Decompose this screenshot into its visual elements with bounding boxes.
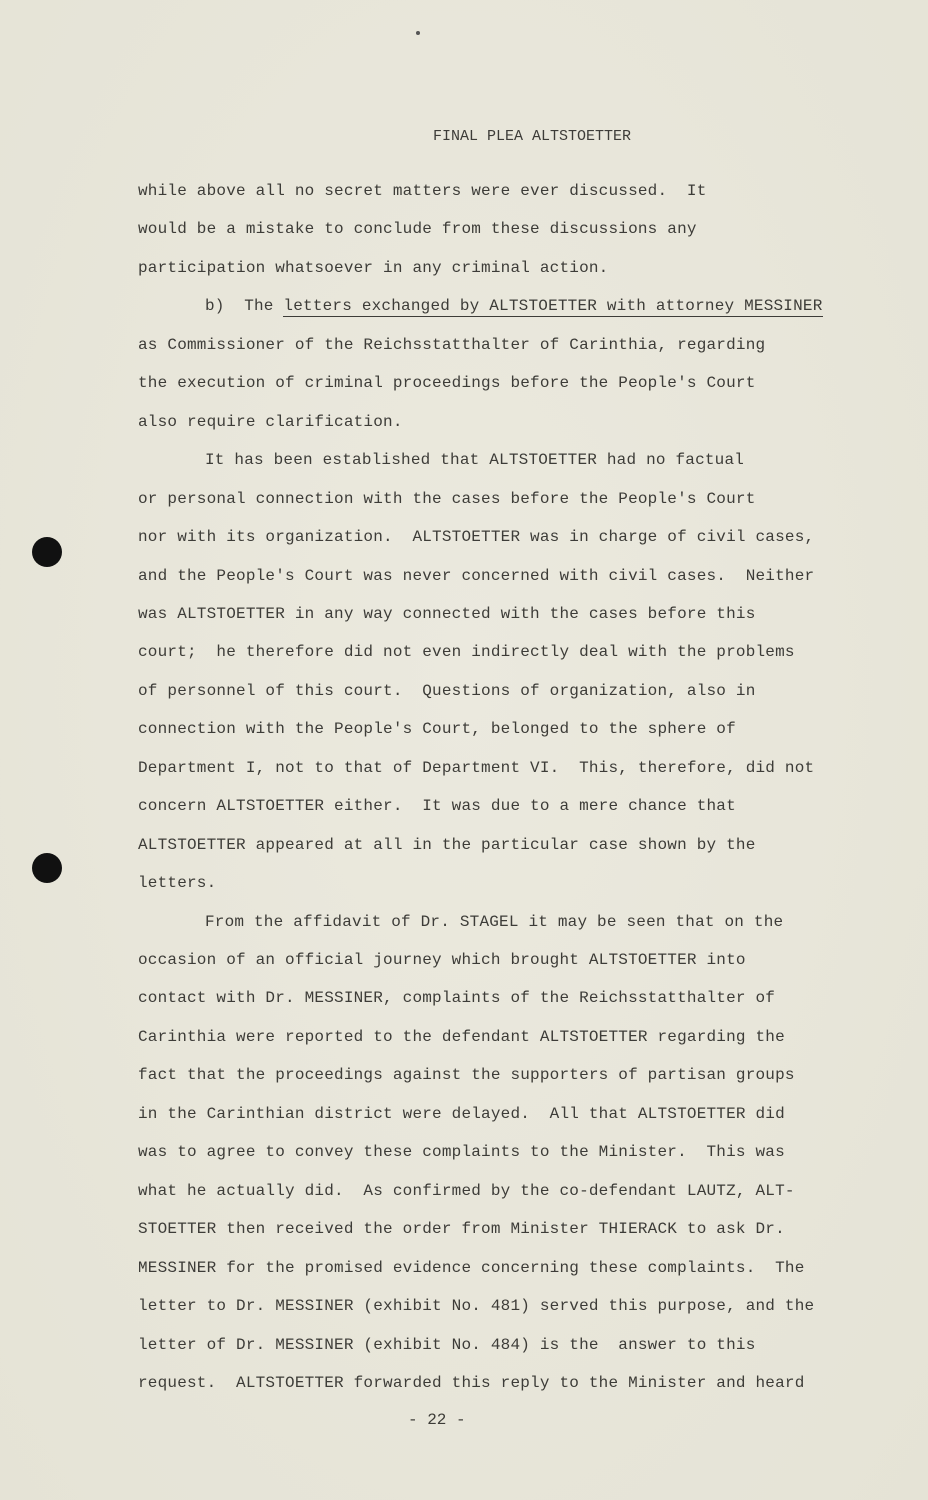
text-line: participation whatsoever in any criminal action. (138, 258, 609, 277)
paragraph-marker: b) The (205, 297, 284, 316)
text-line: It has been established that ALTSTOETTER had no factual (205, 451, 745, 470)
text-line: letter of Dr. MESSINER (exhibit No. 484) is the answer to this (138, 1335, 756, 1354)
text-line (205, 296, 823, 316)
text-line: would be a mistake to conclude from these discussions any (138, 220, 697, 239)
text-line: request. ALTSTOETTER forwarded this reply to the Minister and heard (138, 1373, 805, 1392)
text-line: fact that the proceedings against the supporters of partisan groups (138, 1066, 795, 1085)
text-line: also require clarification. (138, 412, 403, 431)
text-line: while above all no secret matters were ever discussed. It (138, 182, 707, 200)
page-number: - 22 - (408, 1411, 466, 1429)
text-line: in the Carinthian district were delayed. All that ALTSTOETTER did (138, 1104, 785, 1123)
text-line: connection with the People's Court, belonged to the sphere of (138, 720, 736, 739)
text-line: as Commissioner of the Reichsstatthalter of Carinthia, regarding (138, 335, 766, 354)
text-line: was ALTSTOETTER in any way connected with the cases before this (138, 604, 756, 623)
paper-speck (416, 31, 420, 35)
text-line: was to agree to convey these complaints to the Minister. This was (138, 1143, 785, 1162)
text-line: or personal connection with the cases before the People's Court (138, 489, 756, 508)
text-line: STOETTER then received the order from Minister THIERACK to ask Dr. (138, 1220, 785, 1239)
punch-hole-bottom (32, 853, 62, 883)
text-line: letters. (138, 874, 217, 893)
text-line: Carinthia were reported to the defendant ALTSTOETTER regarding the (138, 1027, 785, 1046)
text-line: From the affidavit of Dr. STAGEL it may be seen that on the (205, 912, 784, 931)
text-line: nor with its organization. ALTSTOETTER was in charge of civil cases, (138, 528, 815, 547)
text-line: ALTSTOETTER appeared at all in the particular case shown by the (138, 835, 756, 854)
document-title: FINAL PLEA ALTSTOETTER (433, 128, 632, 145)
text-line: letter to Dr. MESSINER (exhibit No. 481) served this purpose, and the (138, 1297, 815, 1316)
text-line: MESSINER for the promised evidence concerning these complaints. The (138, 1258, 805, 1277)
text-line: court; he therefore did not even indirectly deal with the problems (138, 643, 795, 662)
punch-hole-top (32, 537, 62, 567)
text-line: the execution of criminal proceedings before the People's Court (138, 374, 756, 393)
text-line: what he actually did. As confirmed by the co-defendant LAUTZ, ALT- (138, 1181, 795, 1200)
text-line: of personnel of this court. Questions of organization, also in (138, 681, 756, 700)
underlined-heading: letters exchanged by ALTSTOETTER with attorney MESSINER (283, 297, 823, 316)
text-line: concern ALTSTOETTER either. It was due to a mere chance that (138, 797, 736, 816)
text-line: and the People's Court was never concerned with civil cases. Neither (138, 566, 815, 585)
text-line: occasion of an official journey which brought ALTSTOETTER into (138, 951, 746, 969)
text-line: contact with Dr. MESSINER, complaints of the Reichsstatthalter of (138, 989, 776, 1008)
text-line: Department I, not to that of Department VI. This, therefore, did not (138, 758, 815, 777)
